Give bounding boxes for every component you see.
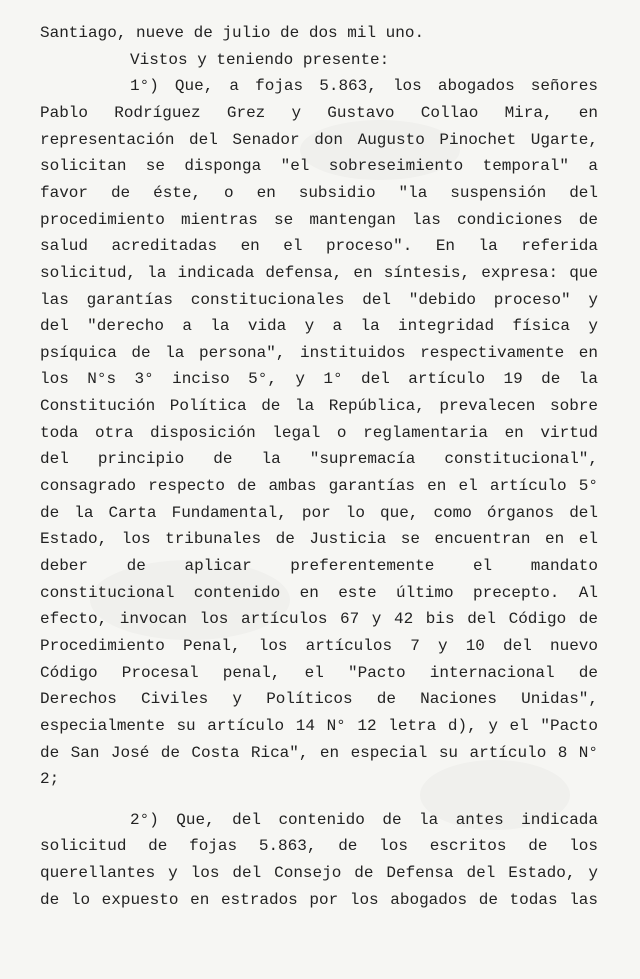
document-line: Vistos y teniendo presente: xyxy=(130,51,390,69)
document-line: constitucional contenido en este último precepto. Al xyxy=(40,584,598,602)
document-line: Procedimiento Penal, los artículos 7 y 10 del nuevo xyxy=(40,637,598,655)
document-line: Constitución Política de la República, prevalecen sobre xyxy=(40,397,598,415)
document-line: del "derecho a la vida y a la integridad física y xyxy=(40,317,598,335)
document-line: 2; xyxy=(40,770,60,788)
document-line: 2°) Que, del contenido de la antes indicada xyxy=(130,811,598,829)
document-line: Derechos Civiles y Políticos de Naciones Unidas", xyxy=(40,690,598,708)
document-line: querellantes y los del Consejo de Defensa del Estado, y xyxy=(40,864,598,882)
document-line: efecto, invocan los artículos 67 y 42 bis del Código de xyxy=(40,610,598,628)
document-line: de San José de Costa Rica", en especial su artículo 8 N° xyxy=(40,744,598,762)
document-line: de la Carta Fundamental, por lo que, como órganos del xyxy=(40,504,598,522)
document-line: solicitud de fojas 5.863, de los escritos de los xyxy=(40,837,598,855)
document-line: solicitud, la indicada defensa, en síntesis, expresa: que xyxy=(40,264,598,282)
document-line: salud acreditadas en el proceso". En la referida xyxy=(40,237,598,255)
document-line: consagrado respecto de ambas garantías en el artículo 5° xyxy=(40,477,598,495)
document-line: Código Procesal penal, el "Pacto internacional de xyxy=(40,664,598,682)
document-line: del principio de la "supremacía constitucional", xyxy=(40,450,598,468)
document-line: toda otra disposición legal o reglamentaria en virtud xyxy=(40,424,598,442)
document-line: solicitan se disponga "el sobreseimiento temporal" a xyxy=(40,157,598,175)
document-line: deber de aplicar preferentemente el mandato xyxy=(40,557,598,575)
document-line: Santiago, nueve de julio de dos mil uno. xyxy=(40,24,425,42)
document-line: de lo expuesto en estrados por los abogados de todas las xyxy=(40,891,598,909)
document-line: especialmente su artículo 14 N° 12 letra d), y el "Pacto xyxy=(40,717,598,735)
document-line: las garantías constitucionales del "debido proceso" y xyxy=(40,291,598,309)
document-line: 1°) Que, a fojas 5.863, los abogados señores xyxy=(130,77,598,95)
document-line: Estado, los tribunales de Justicia se encuentran en el xyxy=(40,530,598,548)
document-line: psíquica de la persona", instituidos respectivamente en xyxy=(40,344,598,362)
document-line: representación del Senador don Augusto Pinochet Ugarte, xyxy=(40,131,598,149)
document-line: Pablo Rodríguez Grez y Gustavo Collao Mira, en xyxy=(40,104,598,122)
document-line: favor de éste, o en subsidio "la suspensión del xyxy=(40,184,598,202)
document-line: los N°s 3° inciso 5°, y 1° del artículo 19 de la xyxy=(40,370,598,388)
document-line: procedimiento mientras se mantengan las condiciones de xyxy=(40,211,598,229)
